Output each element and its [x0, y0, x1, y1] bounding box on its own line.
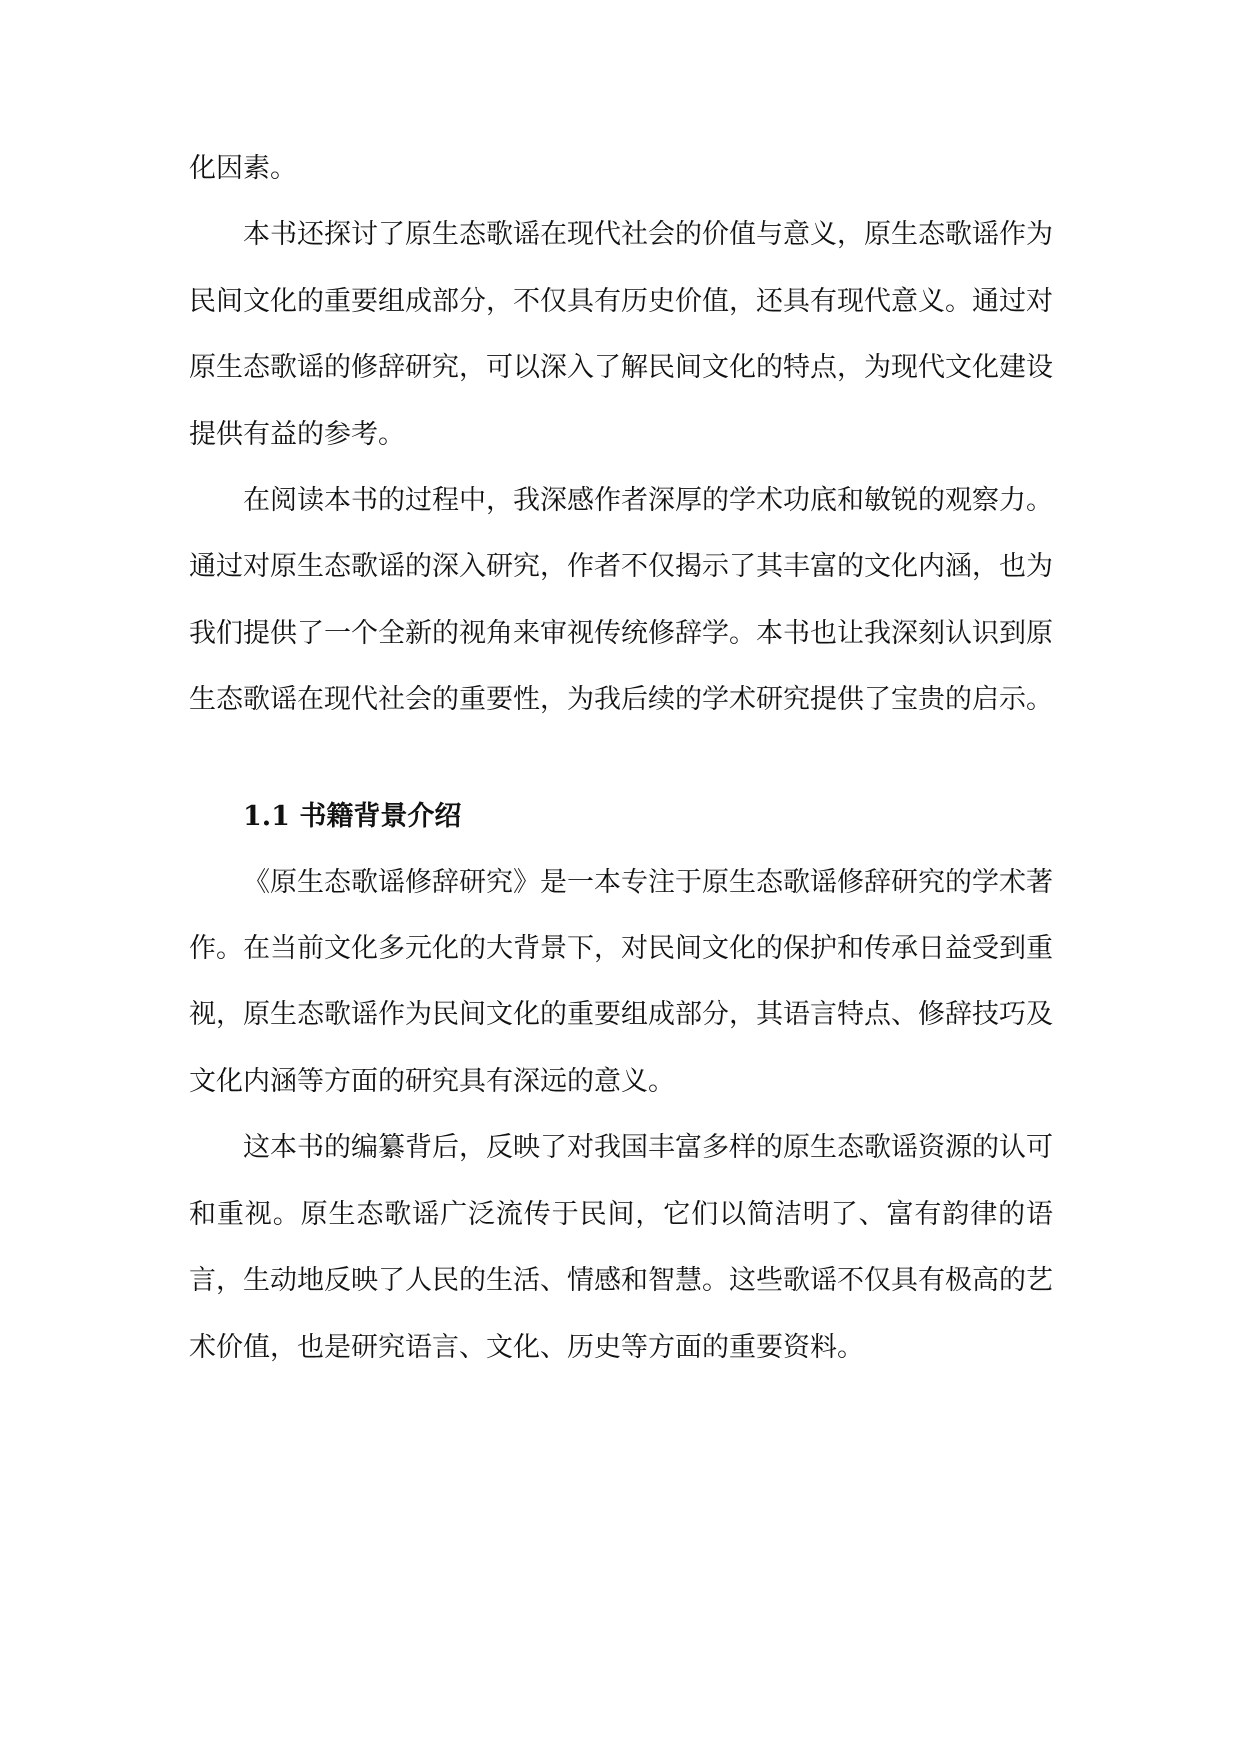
paragraph-compilation-background: 这本书的编纂背后，反映了对我国丰富多样的原生态歌谣资源的认可和重视。原生态歌谣广泛流传于民间，它们以简洁明了、富有韵律的语言，生动地反映了人民的生活、情感和智慧。这些歌谣不仅具有极高的艺术价值，也是研究语言、文化、历史等方面的重要资料。 — [189, 1132, 1053, 1363]
paragraph-modern-value: 本书还探讨了原生态歌谣在现代社会的价值与意义，原生态歌谣作为民间文化的重要组成部分，不仅具有历史价值，还具有现代意义。通过对原生态歌谣的修辞研究，可以深入了解民间文化的特点，为现代文化建设提供有益的参考。 — [189, 219, 1053, 450]
document-body — [189, 136, 1053, 1381]
section-heading: 1.1 书籍背景介绍 — [243, 800, 462, 832]
paragraph-book-intro: 《原生态歌谣修辞研究》是一本专注于原生态歌谣修辞研究的学术著作。在当前文化多元化的大背景下，对民间文化的保护和传承日益受到重视，原生态歌谣作为民间文化的重要组成部分，其语言特点、修辞技巧及文化内涵等方面的研究具有深远的意义。 — [189, 866, 1053, 1097]
paragraph-continuation: 化因素。 — [189, 153, 297, 184]
paragraph-reading-reflection: 在阅读本书的过程中，我深感作者深厚的学术功底和敏锐的观察力。通过对原生态歌谣的深入研究，作者不仅揭示了其丰富的文化内涵，也为我们提供了一个全新的视角来审视传统修辞学。本书也让我深刻认识到原生态歌谣在现代社会的重要性，为我后续的学术研究提供了宝贵的启示。 — [189, 485, 1053, 716]
